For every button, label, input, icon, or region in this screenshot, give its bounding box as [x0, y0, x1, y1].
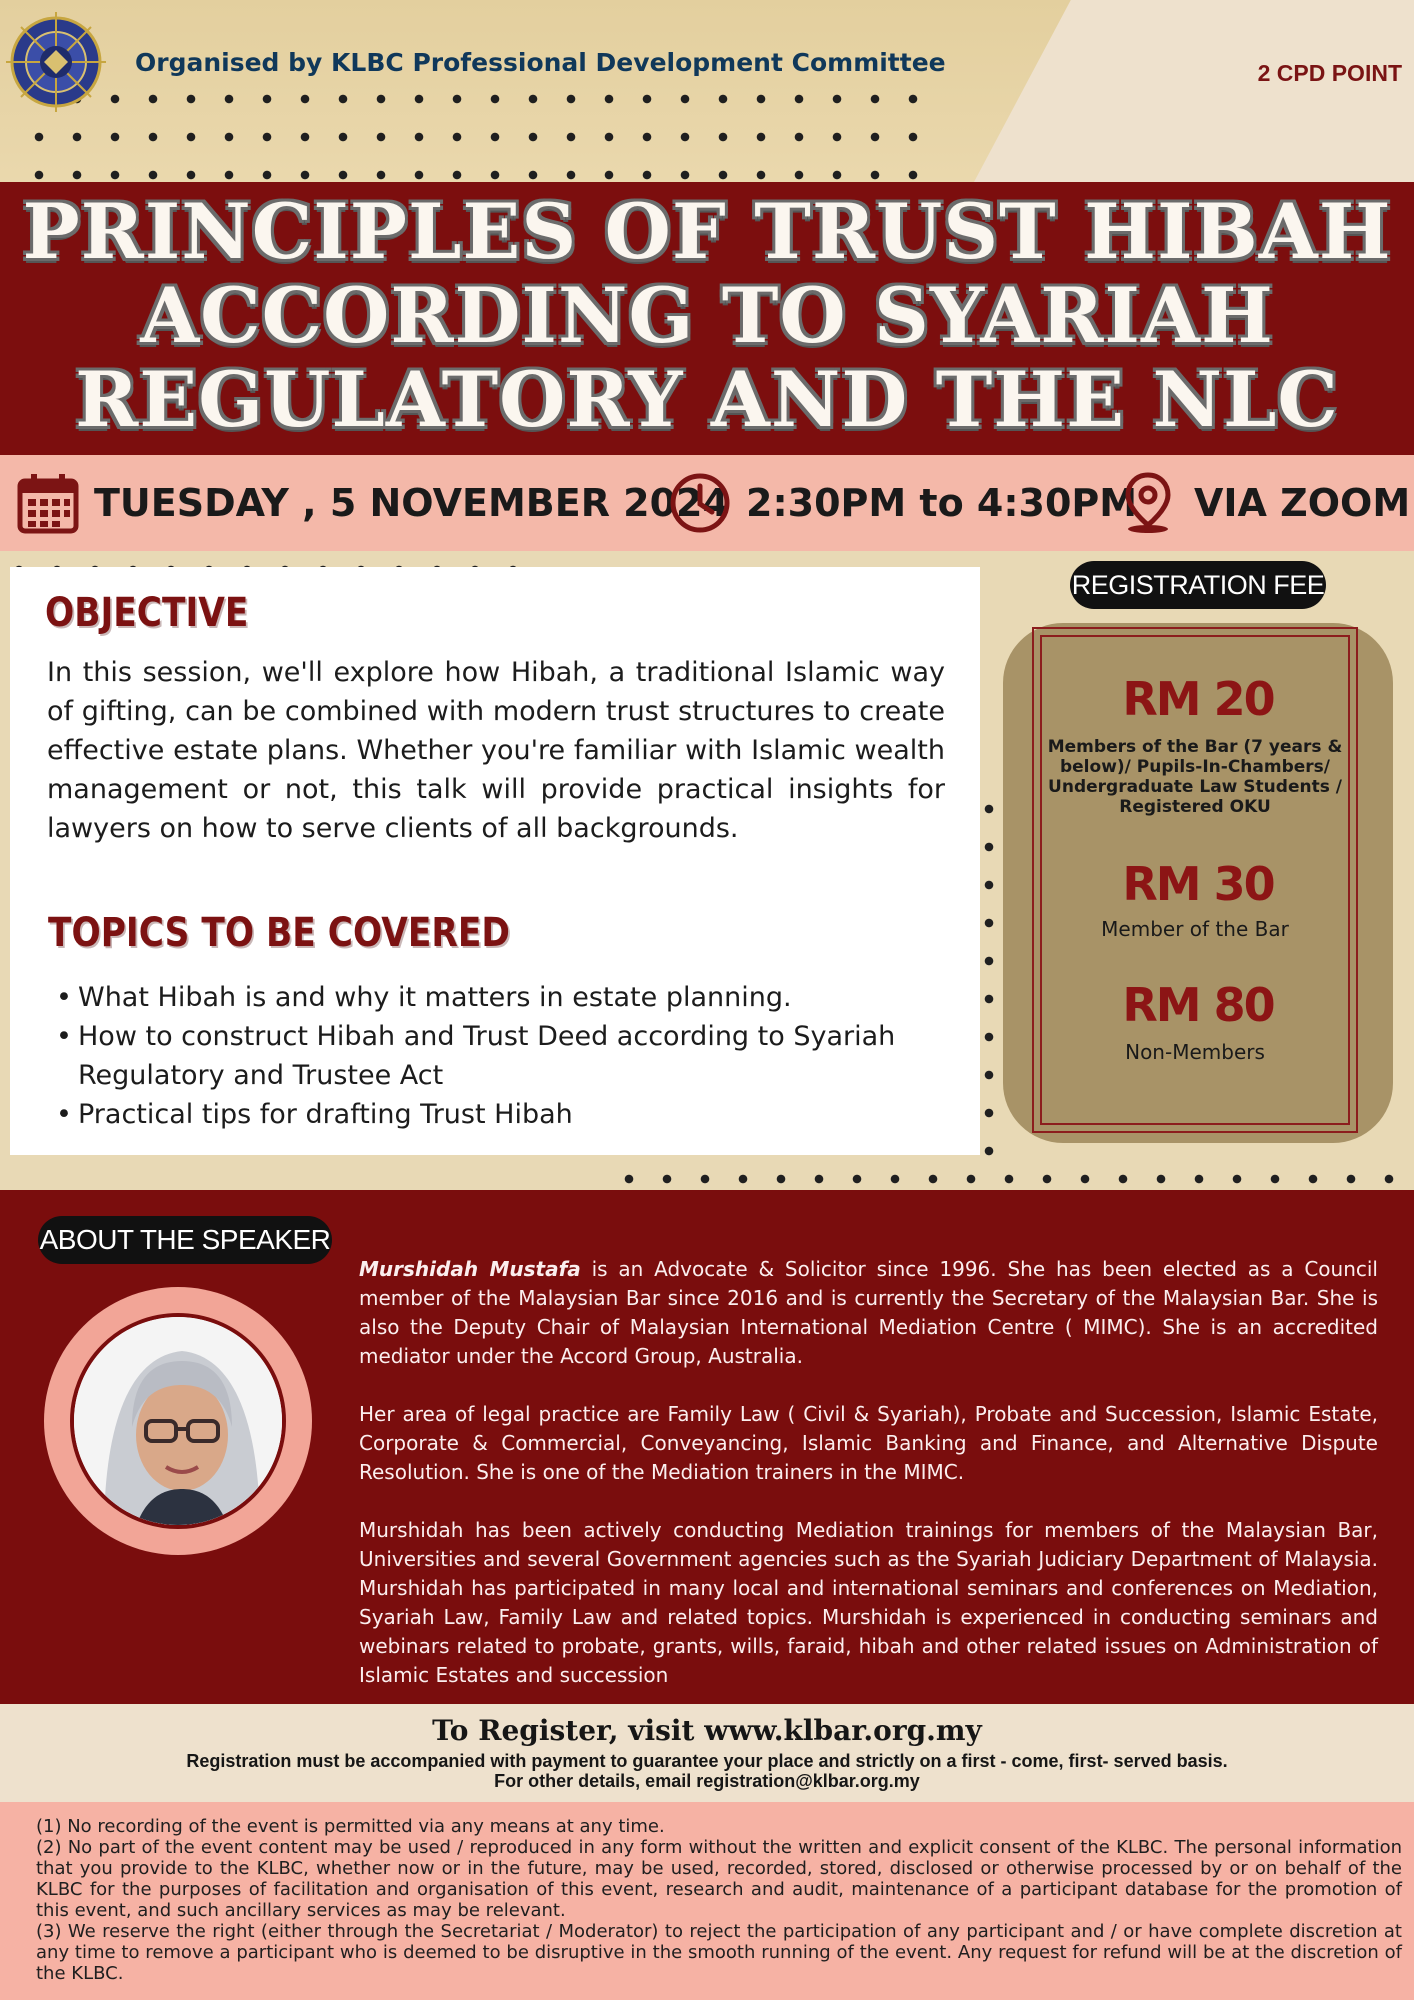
event-info-band	[0, 455, 1414, 551]
dot-pattern	[20, 80, 920, 180]
register-email[interactable]: For other details, email registration@klbar.org.my	[494, 1771, 920, 1791]
event-date-text: TUESDAY , 5 NOVEMBER 2024	[94, 481, 729, 525]
objective-text: In this session, we'll explore how Hibah, a traditional Islamic way of gifting, can be combined with modern trust structures to create effective estate plans. Whether you're familiar with Islamic wealth management or not, this talk will provide practical insights for lawyers on how to serve clients of all backgrounds.	[47, 657, 945, 844]
price-rm20: RM 20	[1122, 672, 1274, 726]
objective-heading: OBJECTIVE	[45, 590, 249, 636]
topics-list	[52, 978, 952, 1134]
bio-paragraph-1	[359, 1255, 1378, 1371]
event-venue-text: VIA ZOOM	[1194, 481, 1411, 525]
speaker-avatar-icon	[74, 1317, 286, 1529]
list-item: • Practical tips for drafting Trust Hibah	[52, 1095, 952, 1134]
price-rm80-note: Non-Members	[1125, 1040, 1265, 1064]
event-venue	[1116, 455, 1410, 551]
list-item: • How to construct Hibah and Trust Deed according to Syariah Regulatory and Trustee Act	[52, 1017, 952, 1095]
bar-council-logo-icon	[4, 10, 108, 114]
register-note: Registration must be accompanied with payment to guarantee your place and strictly on a first - come, first- served basis.	[186, 1751, 1228, 1771]
terms-text	[36, 1816, 1402, 1984]
registration-fee-label: REGISTRATION FEE	[1070, 561, 1326, 609]
register-link-text[interactable]: To Register, visit www.klbar.org.my	[432, 1714, 982, 1747]
bio-paragraph-3: Murshidah has been actively conducting Mediation trainings for members of the Malaysian Bar, Universities and several Government agencies such as the Syariah Judiciary Department of Malaysia. Murshidah has participated in many local and international seminars and conferences on Mediation, Syariah Law, Family Law and related topics. Murshidah is experienced in conducting seminars and webinars related to probate, grants, wills, faraid, hibah and other related issues on Administration of Islamic Estates and succession	[359, 1518, 1378, 1687]
speaker-bio	[359, 1255, 1378, 1719]
term-item: (3) We reserve the right (either through the Secretariat / Moderator) to reject the participation of any participant and / or have complete discretion at any time to remove a participant who is deemed to be disruptive in the smooth running of the event. Any request for refund will be at the discretion of the KLBC.	[36, 1921, 1402, 1984]
topics-heading: TOPICS TO BE COVERED	[48, 910, 510, 956]
about-speaker-label: ABOUT THE SPEAKER	[38, 1216, 332, 1264]
title-line-1: PRINCIPLES OF TRUST HIBAH	[22, 187, 1392, 276]
event-title	[0, 187, 1414, 444]
bio-paragraph-2: Her area of legal practice are Family Law ( Civil & Syariah), Probate and Succession, Islamic Estate, Corporate & Commercial, Conveyancing, Islamic Banking and Finance, and Alternative Dispute Resolution. She is one of the Mediation trainers in the MIMC.	[359, 1402, 1378, 1484]
term-item: (2) No part of the event content may be used / reproduced in any form without the written and explicit consent of the KLBC. The personal information that you provide to the KLBC, whether now or in the future, may be used, recorded, stored, disclosed or otherwise processed by or on behalf of the KLBC for the purposes of facilitation and organisation of this event, research and audit, maintenance of a participant database for the promotion of this event, and such ancillary services as may be relevant.	[36, 1837, 1402, 1921]
clock-icon	[668, 471, 732, 535]
price-rm30-note: Member of the Bar	[1101, 917, 1289, 941]
register-section	[0, 1704, 1414, 1802]
list-item: • What Hibah is and why it matters in estate planning.	[52, 978, 952, 1017]
title-line-3: REGULATORY AND THE NLC	[75, 355, 1339, 444]
event-time	[668, 455, 1137, 551]
speaker-name: Murshidah Mustafa	[359, 1257, 581, 1281]
speaker-photo	[70, 1313, 286, 1529]
title-line-2: ACCORDING TO SYARIAH	[140, 271, 1274, 360]
location-pin-icon	[1116, 471, 1180, 535]
term-item: (1) No recording of the event is permitted via any means at any time.	[36, 1816, 665, 1837]
bio-paragraph-1-text: is an Advocate & Solicitor since 1996. She has been elected as a Council member of the Malaysian Bar since 2016 and is currently the Secretary of the Malaysian Bar. She is also the Deputy Chair of Malaysian International Mediation Centre ( MIMC). She is an accredited mediator under the Accord Group, Australia.	[359, 1257, 1378, 1368]
price-rm20-note: Members of the Bar (7 years & below)/ Pupils-In-Chambers/ Undergraduate Law Students / Registered OKU	[1047, 737, 1343, 817]
cpd-badge: 2 CPD POINT	[1257, 60, 1402, 86]
price-rm80: RM 80	[1122, 978, 1274, 1032]
price-rm30: RM 30	[1122, 857, 1274, 911]
event-date	[16, 455, 729, 551]
event-time-text: 2:30PM to 4:30PM	[746, 481, 1138, 525]
organiser-label: Organised by KLBC Professional Development Committee	[135, 48, 946, 77]
calendar-icon	[16, 471, 80, 535]
dot-pattern	[610, 1160, 1414, 1190]
